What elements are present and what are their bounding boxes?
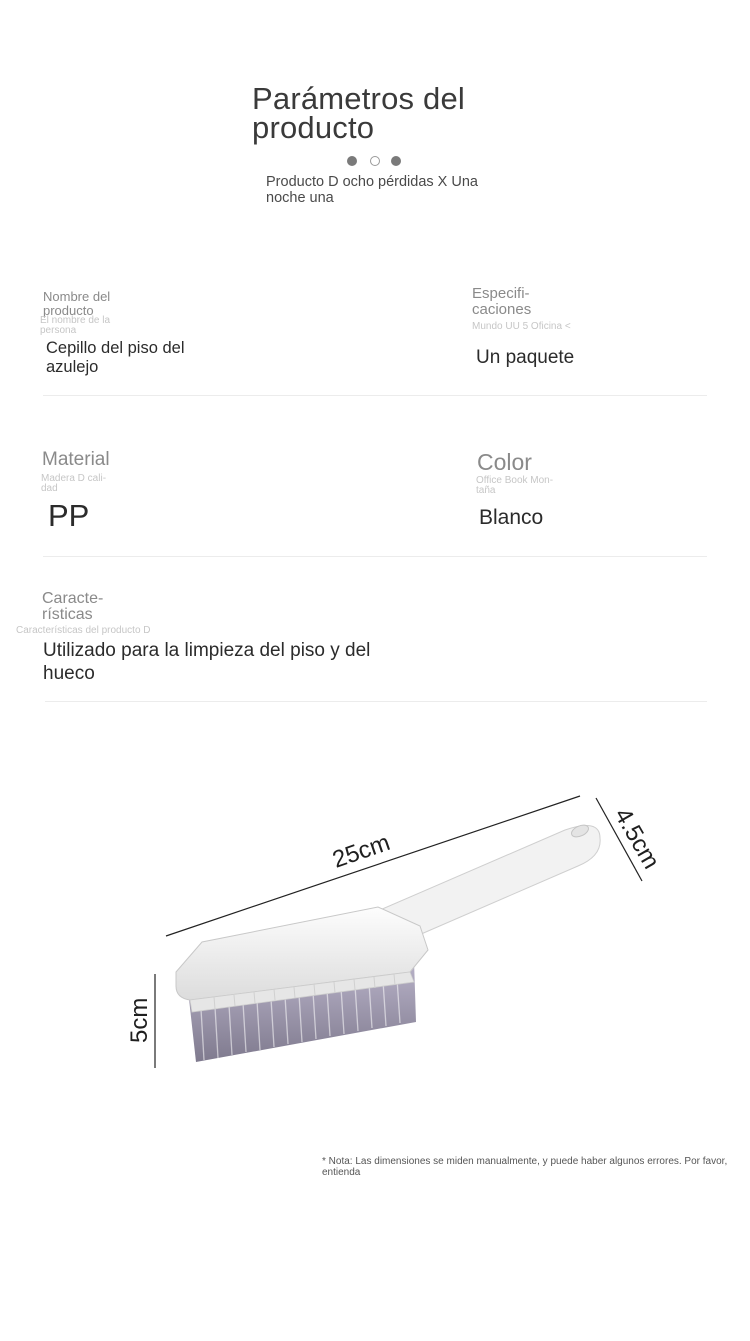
dimension-note: * Nota: Las dimensiones se miden manualmente, y puede haber algunos errores. Por favor, entienda bbox=[322, 1156, 728, 1178]
param-material-value: PP bbox=[48, 498, 90, 533]
param-name-sublabel: El nombre de la persona bbox=[40, 315, 111, 336]
page-title: Parámetros del producto bbox=[252, 81, 466, 145]
height-label: 5cm bbox=[126, 997, 153, 1043]
row-divider bbox=[45, 701, 707, 702]
param-spec-label: Especifi-caciones bbox=[472, 285, 532, 318]
product-dimension-illustration bbox=[0, 760, 750, 1120]
param-color-value: Blanco bbox=[479, 506, 544, 529]
param-features-sublabel: Características del producto D bbox=[16, 625, 151, 636]
row-divider bbox=[43, 395, 707, 396]
row-divider bbox=[43, 556, 707, 557]
carousel-dots bbox=[347, 156, 407, 168]
page-subtitle: Producto D ocho pérdidas X Una noche una bbox=[266, 174, 478, 206]
param-spec-value: Un paquete bbox=[476, 347, 575, 368]
param-spec-sublabel: Mundo UU 5 Oficina < bbox=[472, 321, 571, 332]
length-label: 25cm bbox=[329, 829, 394, 874]
dot-icon bbox=[391, 156, 401, 166]
dot-icon bbox=[370, 156, 380, 166]
param-color-label: Color bbox=[477, 449, 532, 475]
param-material-sublabel: Madera D cali-dad bbox=[41, 473, 107, 494]
param-material-label: Material bbox=[42, 449, 110, 470]
brush-handle bbox=[380, 823, 600, 938]
param-name-value: Cepillo del piso del azulejo bbox=[46, 339, 185, 376]
width-label: 4.5cm bbox=[608, 803, 665, 874]
param-name-label: Nombre del producto bbox=[43, 289, 111, 318]
param-features-label: Caracte-rísticas bbox=[42, 590, 104, 623]
param-features-value: Utilizado para la limpieza del piso y del hueco bbox=[43, 640, 371, 684]
param-color-sublabel: Office Book Mon-taña bbox=[476, 475, 554, 496]
dot-icon bbox=[347, 156, 357, 166]
